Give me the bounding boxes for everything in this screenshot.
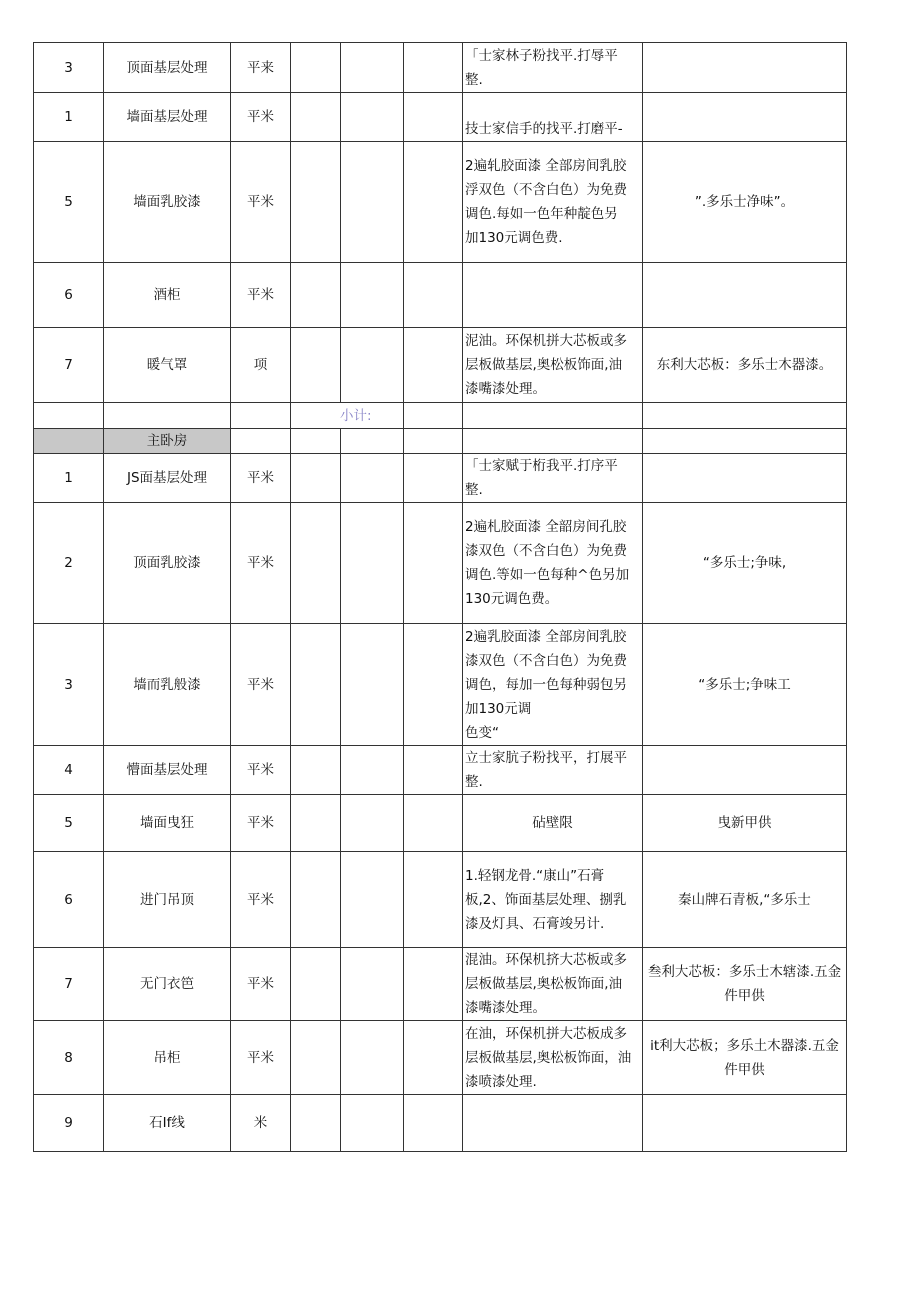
item-number: 5 — [34, 795, 104, 852]
table-row — [34, 746, 847, 795]
description-line — [465, 93, 640, 117]
section-title: 主卧房 — [104, 429, 231, 454]
quantity-cell — [291, 1095, 341, 1152]
unit-price-cell — [341, 948, 404, 1021]
table-row — [34, 93, 847, 142]
amount-cell — [404, 454, 463, 503]
description-line: 层板做基层,奥松板饰面,油 — [465, 357, 623, 373]
item-unit: 平米 — [231, 1021, 291, 1095]
amount-cell — [404, 142, 463, 263]
quantity-cell — [291, 948, 341, 1021]
item-description — [463, 142, 643, 263]
amount-cell — [404, 795, 463, 852]
item-description — [463, 948, 643, 1021]
item-description — [463, 852, 643, 948]
unit-price-cell — [341, 624, 404, 746]
item-number: 6 — [34, 852, 104, 948]
description-line: 浮双色（不含白色）为免费 — [465, 182, 627, 198]
item-unit: 平米 — [231, 503, 291, 624]
item-number: 7 — [34, 328, 104, 403]
item-name: 无门衣笆 — [104, 948, 231, 1021]
description-line: 「士家林子粉找平.打辱平 — [465, 47, 618, 64]
item-name: 墙面曳狂 — [104, 795, 231, 852]
item-description — [463, 328, 643, 403]
table-row — [34, 328, 847, 403]
item-unit: 平米 — [231, 142, 291, 263]
item-brand — [643, 454, 847, 503]
item-brand — [643, 746, 847, 795]
item-description — [463, 454, 643, 503]
item-description — [463, 1021, 643, 1095]
item-brand: “多乐士;争味, — [643, 503, 847, 624]
item-unit: 平米 — [231, 93, 291, 142]
amount-cell — [404, 624, 463, 746]
table-row — [34, 43, 847, 93]
description-line: 加130元调 — [465, 700, 532, 717]
item-unit: 平米 — [231, 852, 291, 948]
item-description — [463, 1095, 643, 1152]
table-row — [34, 624, 847, 746]
description-line: 漆嘴漆处理。 — [465, 381, 546, 397]
table-row — [34, 1095, 847, 1152]
item-brand: 东利大芯板：多乐士木器漆。 — [643, 328, 847, 403]
item-unit: 平来 — [231, 43, 291, 93]
item-name: 石If线 — [104, 1095, 231, 1152]
amount-cell — [404, 1021, 463, 1095]
item-number: 5 — [34, 142, 104, 263]
item-brand — [643, 263, 847, 328]
item-unit: 平米 — [231, 746, 291, 795]
item-number: 8 — [34, 1021, 104, 1095]
description-line: 漆嘴漆处理。 — [465, 1000, 546, 1016]
item-unit: 米 — [231, 1095, 291, 1152]
quantity-cell — [291, 746, 341, 795]
quantity-cell — [291, 93, 341, 142]
description-line: 漆双色（不含白色）为免费 — [465, 543, 627, 559]
description-line: 色变“ — [465, 724, 499, 741]
item-number: 3 — [34, 624, 104, 746]
amount-cell — [404, 328, 463, 403]
item-name: 顶面乳胶漆 — [104, 503, 231, 624]
item-description — [463, 43, 643, 93]
item-number: 9 — [34, 1095, 104, 1152]
item-brand: it利大芯板；多乐土木器漆.五金件甲供 — [643, 1021, 847, 1095]
description-line: 130元调色费。 — [465, 591, 559, 607]
item-name: 墙而乳般漆 — [104, 624, 231, 746]
subtotal-section — [34, 403, 847, 454]
amount-cell — [404, 746, 463, 795]
description-line: 整. — [465, 71, 483, 88]
description-line: 加130元调色费. — [465, 230, 563, 246]
item-unit: 平米 — [231, 948, 291, 1021]
item-name: 进门吊顶 — [104, 852, 231, 948]
table-row — [34, 948, 847, 1021]
unit-price-cell — [341, 503, 404, 624]
item-unit: 平米 — [231, 795, 291, 852]
description-line: 2遍札胶面漆 全韶房间孔胶 — [465, 519, 627, 535]
item-description — [463, 746, 643, 795]
item-number: 1 — [34, 454, 104, 503]
description-line: 2遍乳胶面漆 全部房间乳胶 — [465, 628, 627, 645]
description-line: 立士家肮子粉找平，打展平 — [465, 750, 627, 766]
item-brand: ”.多乐士净味”。 — [643, 142, 847, 263]
item-description — [463, 795, 643, 852]
unit-price-cell — [341, 852, 404, 948]
subtotal-row — [34, 403, 847, 429]
item-brand: 曳新甲供 — [643, 795, 847, 852]
item-name: 墙面乳胶漆 — [104, 142, 231, 263]
item-brand — [643, 93, 847, 142]
item-name: 懵面基层处理 — [104, 746, 231, 795]
amount-cell — [404, 263, 463, 328]
unit-price-cell — [341, 746, 404, 795]
description-line: 整. — [465, 482, 483, 498]
description-line: 调色，每加一色每种弱包另 — [465, 676, 627, 693]
item-name: 暖气罩 — [104, 328, 231, 403]
quantity-cell — [291, 503, 341, 624]
item-name: 吊柜 — [104, 1021, 231, 1095]
item-number: 3 — [34, 43, 104, 93]
section-header-row — [34, 429, 847, 454]
item-description — [463, 503, 643, 624]
description-line: 1.轻钢龙骨.“康山”石膏 — [465, 867, 605, 884]
description-line: 漆双色（不含白色）为免费 — [465, 652, 627, 669]
description-line: 砧壁限 — [532, 815, 573, 831]
quantity-cell — [291, 454, 341, 503]
amount-cell — [404, 852, 463, 948]
item-unit: 平米 — [231, 624, 291, 746]
description-line: 漆喷漆处理. — [465, 1073, 537, 1090]
quantity-cell — [291, 263, 341, 328]
description-line: 调色.等如一色每种^色另加 — [465, 567, 630, 583]
description-line: 整. — [465, 774, 483, 790]
unit-price-cell — [341, 142, 404, 263]
amount-cell — [404, 43, 463, 93]
table-row — [34, 503, 847, 624]
table-body-b — [34, 454, 847, 1152]
description-line: 板,2、饰面基层处理、捌乳 — [465, 891, 627, 908]
table-body-a — [34, 43, 847, 403]
item-name: 酒柜 — [104, 263, 231, 328]
amount-cell — [404, 948, 463, 1021]
item-unit: 项 — [231, 328, 291, 403]
table-row — [34, 1021, 847, 1095]
unit-price-cell — [341, 1095, 404, 1152]
description-line: 「士家赋于桁我平.打序平 — [465, 458, 618, 474]
table-row — [34, 263, 847, 328]
item-description — [463, 624, 643, 746]
item-brand: 叁利大芯板：多乐士木辖漆.五金件甲供 — [643, 948, 847, 1021]
item-unit: 平米 — [231, 263, 291, 328]
quote-table — [33, 42, 847, 1152]
quantity-cell — [291, 328, 341, 403]
table-row — [34, 454, 847, 503]
item-number: 2 — [34, 503, 104, 624]
description-line: 层板做基层,奥松板饰面,油 — [465, 976, 623, 992]
quantity-cell — [291, 142, 341, 263]
unit-price-cell — [341, 454, 404, 503]
table-row — [34, 852, 847, 948]
item-number: 6 — [34, 263, 104, 328]
item-name: JS面基层处理 — [104, 454, 231, 503]
quantity-cell — [291, 1021, 341, 1095]
item-brand: “多乐士;争味工 — [643, 624, 847, 746]
unit-price-cell — [341, 43, 404, 93]
amount-cell — [404, 503, 463, 624]
item-brand — [643, 1095, 847, 1152]
item-brand — [643, 43, 847, 93]
description-line: 调色.每如一色年种靛色另 — [465, 206, 618, 222]
description-line: 泥油。环保机拼大芯板或多 — [465, 333, 627, 349]
quantity-cell — [291, 795, 341, 852]
description-line: 混油。环保机挤大芯板或多 — [465, 952, 627, 968]
item-description — [463, 93, 643, 142]
item-unit: 平米 — [231, 454, 291, 503]
description-line: 在油，环保机拼大芯板成多 — [465, 1025, 627, 1042]
unit-price-cell — [341, 1021, 404, 1095]
description-line: 技士家信手的找平.打磨平- — [465, 121, 623, 137]
amount-cell — [404, 1095, 463, 1152]
quantity-cell — [291, 43, 341, 93]
item-number: 4 — [34, 746, 104, 795]
item-brand: 秦山牌石青板,“多乐士 — [643, 852, 847, 948]
item-name: 顶面基层处理 — [104, 43, 231, 93]
item-name: 墙面基层处理 — [104, 93, 231, 142]
item-number: 7 — [34, 948, 104, 1021]
table-row — [34, 142, 847, 263]
subtotal-label: 小计: — [291, 403, 404, 429]
unit-price-cell — [341, 93, 404, 142]
item-number: 1 — [34, 93, 104, 142]
description-line: 层板做基层,奥松板饰面，油 — [465, 1049, 632, 1066]
unit-price-cell — [341, 263, 404, 328]
unit-price-cell — [341, 328, 404, 403]
description-line: 漆及灯具、石膏竣另计. — [465, 915, 605, 932]
description-line: 2遍轧胶面漆 全部房间乳胶 — [465, 158, 627, 174]
item-description — [463, 263, 643, 328]
table-row — [34, 795, 847, 852]
amount-cell — [404, 93, 463, 142]
quantity-cell — [291, 852, 341, 948]
quantity-cell — [291, 624, 341, 746]
unit-price-cell — [341, 795, 404, 852]
